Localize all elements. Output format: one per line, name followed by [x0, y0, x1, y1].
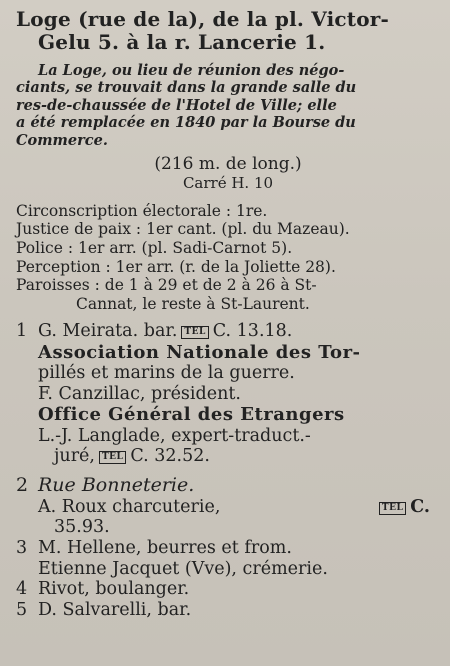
telephone-icon: TEL	[379, 502, 406, 515]
map-square: Carré H. 10	[182, 173, 274, 192]
history-line-1: La Loge, ou lieu de réunion des négo-	[38, 62, 345, 79]
entry-text: A. Roux charcuterie,	[38, 496, 221, 517]
info-paroisses-1: Paroisses : de 1 à 29 et de 2 à 26 à St-	[16, 276, 317, 295]
info-paroisses-2: Cannat, le reste à St-Laurent.	[76, 294, 310, 313]
entry-2-line-2: 35.93.	[54, 517, 110, 538]
entry-text: Rivot, boulanger.	[38, 579, 190, 600]
entry-1-line-2: Association Nationale des Tor-	[38, 341, 361, 363]
phone-number: C. 32.52.	[130, 446, 210, 467]
entry-1-line-4: F. Canzillac, président.	[38, 383, 241, 404]
street-title-line2: Gelu 5. à la r. Lancerie 1.	[38, 30, 326, 54]
phone-prefix: C.	[410, 496, 430, 517]
entry-text: M. Hellene, beurres et from.	[38, 538, 292, 559]
entry-number: 1	[16, 321, 28, 342]
history-line-3: res-de-chaussée de l'Hotel de Ville; elle	[16, 96, 337, 114]
street-title-line1: Loge (rue de la), de la pl. Victor-	[16, 7, 389, 31]
entry-1-line-3: pillés et marins de la guerre.	[38, 363, 295, 384]
entry-1-line-5: Office Général des Etrangers	[38, 404, 345, 426]
entry-1-line-7	[16, 446, 440, 467]
entry-4-line-1	[16, 579, 440, 600]
entry-number: 2	[16, 473, 29, 496]
info-circonscription: Circonscription électorale : 1re.	[16, 201, 268, 220]
street-2-heading	[16, 475, 440, 497]
phone-number: C. 13.18.	[212, 321, 293, 342]
history-line-2: ciants, se trouvait dans la grande salle du	[16, 79, 357, 97]
entry-3-line-2: Etienne Jacquet (Vve), crémerie.	[38, 558, 328, 579]
entry-5-line-1	[16, 600, 440, 621]
entry-number: 5	[16, 600, 28, 621]
street-length: (216 m. de long.)	[154, 153, 302, 174]
entry-text: juré,	[54, 446, 95, 467]
street-2-name: Rue Bonneterie.	[38, 473, 195, 496]
telephone-icon: TEL	[99, 451, 126, 464]
entry-text: G. Meirata. bar.	[38, 321, 178, 342]
entry-1-line-1	[16, 321, 440, 342]
history-line-5: Commerce.	[16, 131, 108, 149]
history-line-4: a été remplacée en 1840 par la Bourse du	[16, 114, 356, 132]
entry-number: 4	[16, 579, 28, 600]
info-justice: Justice de paix : 1er cant. (pl. du Mazeau).	[16, 220, 350, 239]
entry-1-line-6: L.-J. Langlade, expert-traduct.-	[38, 425, 311, 446]
entry-text: D. Salvarelli, bar.	[38, 600, 192, 621]
entry-3-line-1	[16, 538, 440, 559]
info-police: Police : 1er arr. (pl. Sadi-Carnot 5).	[16, 238, 293, 257]
entry-2-line-1	[16, 497, 440, 518]
entry-number: 3	[16, 538, 28, 559]
info-perception: Perception : 1er arr. (r. de la Joliette 28).	[16, 257, 336, 276]
telephone-icon: TEL	[181, 326, 208, 339]
